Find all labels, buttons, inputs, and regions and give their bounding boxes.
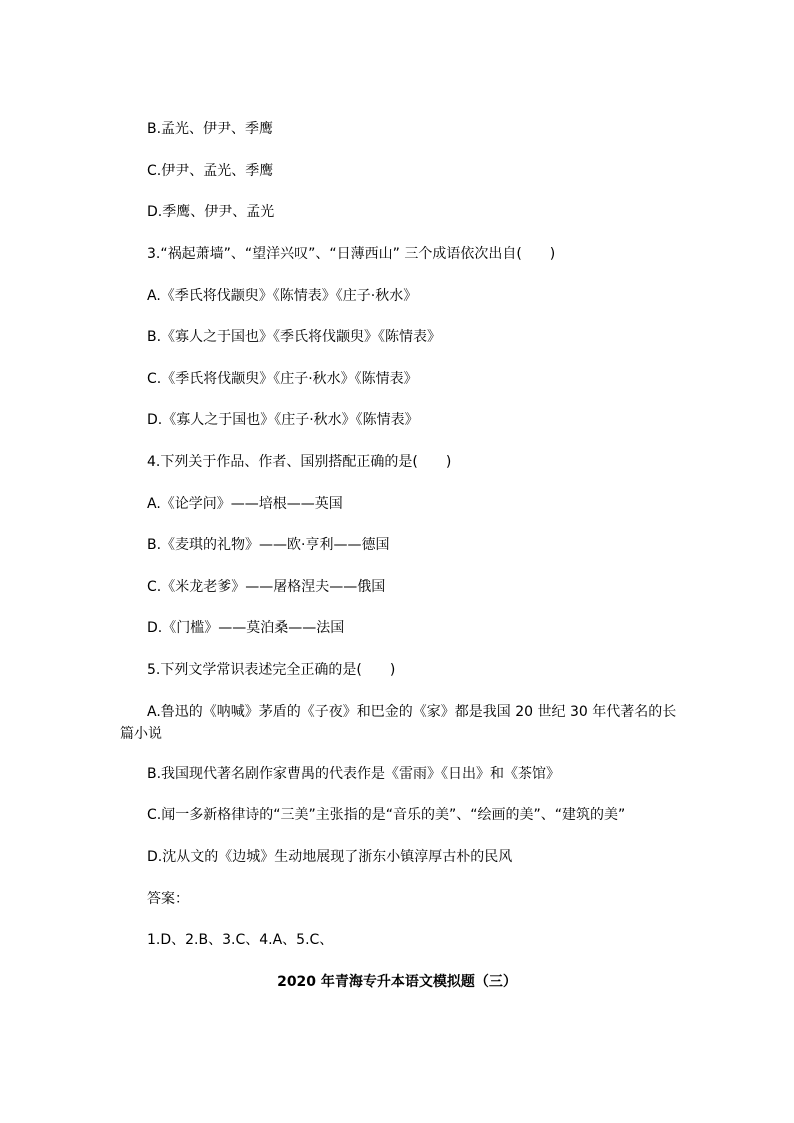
- q3-stem: 3.“祸起萧墙”、“望洋兴叹”、“日薄西山” 三个成语依次出自( ): [147, 246, 556, 262]
- q2-option-b: B.孟光、伊尹、季鹰: [147, 121, 274, 137]
- q4-option-c: C.《米龙老爹》——屠格涅夫——俄国: [147, 579, 386, 595]
- q4-option-b: B.《麦琪的礼物》——欧·亨利——德国: [147, 537, 390, 553]
- q5-option-a: A.鲁迅的《呐喊》茅盾的《子夜》和巴金的《家》都是我国 20 世纪 30 年代著名的长篇小说: [120, 704, 677, 742]
- q3-option-a: A.《季氏将伐颛臾》《陈情表》《庄子·秋水》: [147, 288, 418, 304]
- q5-option-c: C.闻一多新格律诗的“三美”主张指的是“音乐的美”、“绘画的美”、“建筑的美”: [147, 807, 626, 823]
- q3-option-d: D.《寡人之于国也》《庄子·秋水》《陈情表》: [147, 412, 419, 428]
- q2-option-d: D.季鹰、伊尹、孟光: [147, 204, 275, 220]
- answers-label: 答案：: [147, 891, 189, 907]
- q5-option-d: D.沈从文的《边城》生动地展现了浙东小镇淳厚古朴的民风: [147, 849, 513, 865]
- q2-option-c: C.伊尹、孟光、季鹰: [147, 163, 274, 179]
- q4-option-a: A.《论学问》——培根——英国: [147, 496, 343, 512]
- q4-option-d: D.《门槛》——莫泊桑——法国: [147, 620, 345, 636]
- q3-option-c: C.《季氏将伐颛臾》《庄子·秋水》《陈情表》: [147, 371, 418, 387]
- q5-stem: 5.下列文学常识表述完全正确的是( ): [147, 662, 396, 678]
- next-section-title: 2020 年青海专升本语文模拟题（三）: [277, 974, 517, 990]
- q4-stem: 4.下列关于作品、作者、国别搭配正确的是( ): [147, 454, 452, 470]
- q5-option-b: B.我国现代著名剧作家曹禺的代表作是《雷雨》《日出》和《茶馆》: [147, 766, 561, 782]
- q3-option-b: B.《寡人之于国也》《季氏将伐颛臾》《陈情表》: [147, 329, 442, 345]
- answers-list: 1.D、2.B、3.C、4.A、5.C、: [147, 932, 334, 948]
